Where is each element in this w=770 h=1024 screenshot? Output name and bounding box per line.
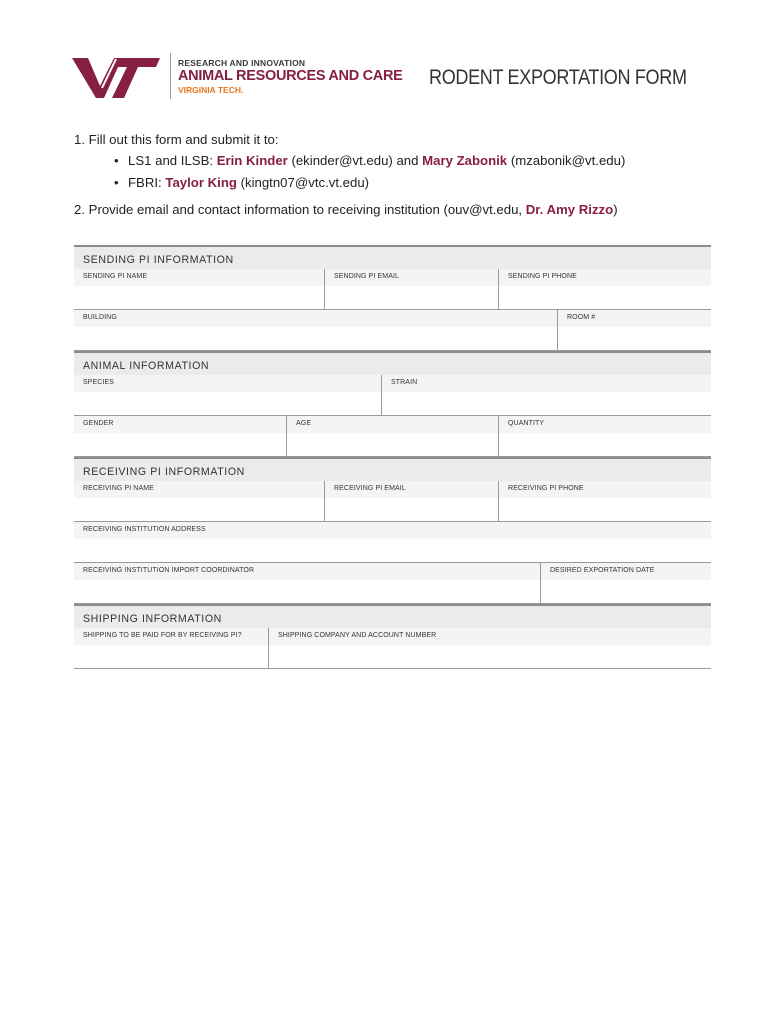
- instruction-step-1: 1. Fill out this form and submit it to:: [74, 132, 279, 147]
- virginia-tech-logo: [72, 56, 160, 100]
- receiving-pi-name-field[interactable]: [74, 481, 324, 521]
- field-input[interactable]: [287, 433, 498, 456]
- field-input[interactable]: [499, 433, 711, 456]
- instruction-text: ): [613, 202, 618, 217]
- field-input[interactable]: [499, 286, 711, 309]
- instructions: [74, 130, 714, 220]
- exportation-date-field[interactable]: [540, 563, 711, 603]
- contact-item-ls1-ilsb: [114, 150, 714, 172]
- field-input[interactable]: [74, 433, 286, 456]
- field-label: SHIPPING COMPANY AND ACCOUNT NUMBER: [269, 628, 711, 645]
- instruction-step-2: [74, 200, 714, 220]
- contact-prefix: FBRI:: [128, 175, 166, 190]
- import-coordinator-field[interactable]: [74, 563, 540, 603]
- contact-name: Erin Kinder: [216, 153, 288, 168]
- field-label: RECEIVING PI NAME: [74, 481, 324, 498]
- field-input[interactable]: [558, 327, 711, 350]
- field-label: RECEIVING INSTITUTION IMPORT COORDINATOR: [74, 563, 540, 580]
- field-label: RECEIVING INSTITUTION ADDRESS: [74, 522, 711, 539]
- shipping-paid-by-field[interactable]: [74, 628, 268, 668]
- field-label: STRAIN: [382, 375, 711, 392]
- field-label: RECEIVING PI EMAIL: [325, 481, 498, 498]
- field-input[interactable]: [541, 580, 711, 603]
- field-label: SHIPPING TO BE PAID FOR BY RECEIVING PI?: [74, 628, 268, 645]
- section-header-receiving: RECEIVING PI INFORMATION: [74, 457, 711, 481]
- contact-list: [114, 150, 714, 194]
- field-input[interactable]: [269, 645, 711, 668]
- form-title: RODENT EXPORTATION FORM: [429, 66, 687, 89]
- form-row: [74, 522, 711, 563]
- logo-line-research: RESEARCH AND INNOVATION: [178, 58, 306, 68]
- receiving-pi-phone-field[interactable]: [498, 481, 711, 521]
- contact-prefix: LS1 and ILSB:: [128, 153, 217, 168]
- species-field[interactable]: [74, 375, 381, 415]
- field-input[interactable]: [325, 498, 498, 521]
- receiving-pi-email-field[interactable]: [324, 481, 498, 521]
- field-label: ROOM #: [558, 310, 711, 327]
- contact-name: Taylor King: [165, 175, 237, 190]
- field-input[interactable]: [74, 327, 557, 350]
- form-row: [74, 481, 711, 522]
- logo-line-department: ANIMAL RESOURCES AND CARE: [178, 68, 403, 84]
- form-row: [74, 310, 711, 351]
- receiving-address-field[interactable]: [74, 522, 711, 562]
- logo-divider: [170, 53, 171, 99]
- section-header-shipping: SHIPPING INFORMATION: [74, 604, 711, 628]
- shipping-company-field[interactable]: [268, 628, 711, 668]
- form-row: [74, 628, 711, 669]
- strain-field[interactable]: [381, 375, 711, 415]
- field-input[interactable]: [74, 539, 711, 562]
- field-label: AGE: [287, 416, 498, 433]
- field-label: SPECIES: [74, 375, 381, 392]
- field-label: DESIRED EXPORTATION DATE: [541, 563, 711, 580]
- building-field[interactable]: [74, 310, 557, 350]
- field-input[interactable]: [499, 498, 711, 521]
- sending-pi-email-field[interactable]: [324, 269, 498, 309]
- field-label: RECEIVING PI PHONE: [499, 481, 711, 498]
- gender-field[interactable]: [74, 416, 286, 456]
- section-header-sending: SENDING PI INFORMATION: [74, 245, 711, 269]
- field-label: SENDING PI EMAIL: [325, 269, 498, 286]
- field-label: GENDER: [74, 416, 286, 433]
- form-row: [74, 563, 711, 604]
- form-row: [74, 416, 711, 457]
- form-row: [74, 269, 711, 310]
- quantity-field[interactable]: [498, 416, 711, 456]
- contact-email: (mzabonik@vt.edu): [507, 153, 626, 168]
- instruction-text: 2. Provide email and contact information to receiving institution (ouv@vt.edu,: [74, 202, 526, 217]
- age-field[interactable]: [286, 416, 498, 456]
- field-input[interactable]: [74, 286, 324, 309]
- sending-pi-name-field[interactable]: [74, 269, 324, 309]
- department-wordmark: [178, 58, 403, 95]
- room-field[interactable]: [557, 310, 711, 350]
- page-header: [72, 50, 687, 110]
- field-input[interactable]: [74, 580, 540, 603]
- form-row: [74, 375, 711, 416]
- logo-line-university: VIRGINIA TECH.: [178, 85, 244, 95]
- contact-item-fbri: [114, 172, 714, 194]
- field-input[interactable]: [74, 645, 268, 668]
- field-label: SENDING PI PHONE: [499, 269, 711, 286]
- field-label: BUILDING: [74, 310, 557, 327]
- contact-name: Dr. Amy Rizzo: [525, 202, 614, 217]
- contact-name: Mary Zabonik: [422, 153, 508, 168]
- field-input[interactable]: [382, 392, 711, 415]
- export-form: [74, 245, 711, 669]
- field-input[interactable]: [325, 286, 498, 309]
- contact-email: (ekinder@vt.edu) and: [287, 153, 423, 168]
- field-input[interactable]: [74, 392, 381, 415]
- sending-pi-phone-field[interactable]: [498, 269, 711, 309]
- section-header-animal: ANIMAL INFORMATION: [74, 351, 711, 375]
- field-input[interactable]: [74, 498, 324, 521]
- field-label: SENDING PI NAME: [74, 269, 324, 286]
- contact-email: (kingtn07@vtc.vt.edu): [236, 175, 370, 190]
- field-label: QUANTITY: [499, 416, 711, 433]
